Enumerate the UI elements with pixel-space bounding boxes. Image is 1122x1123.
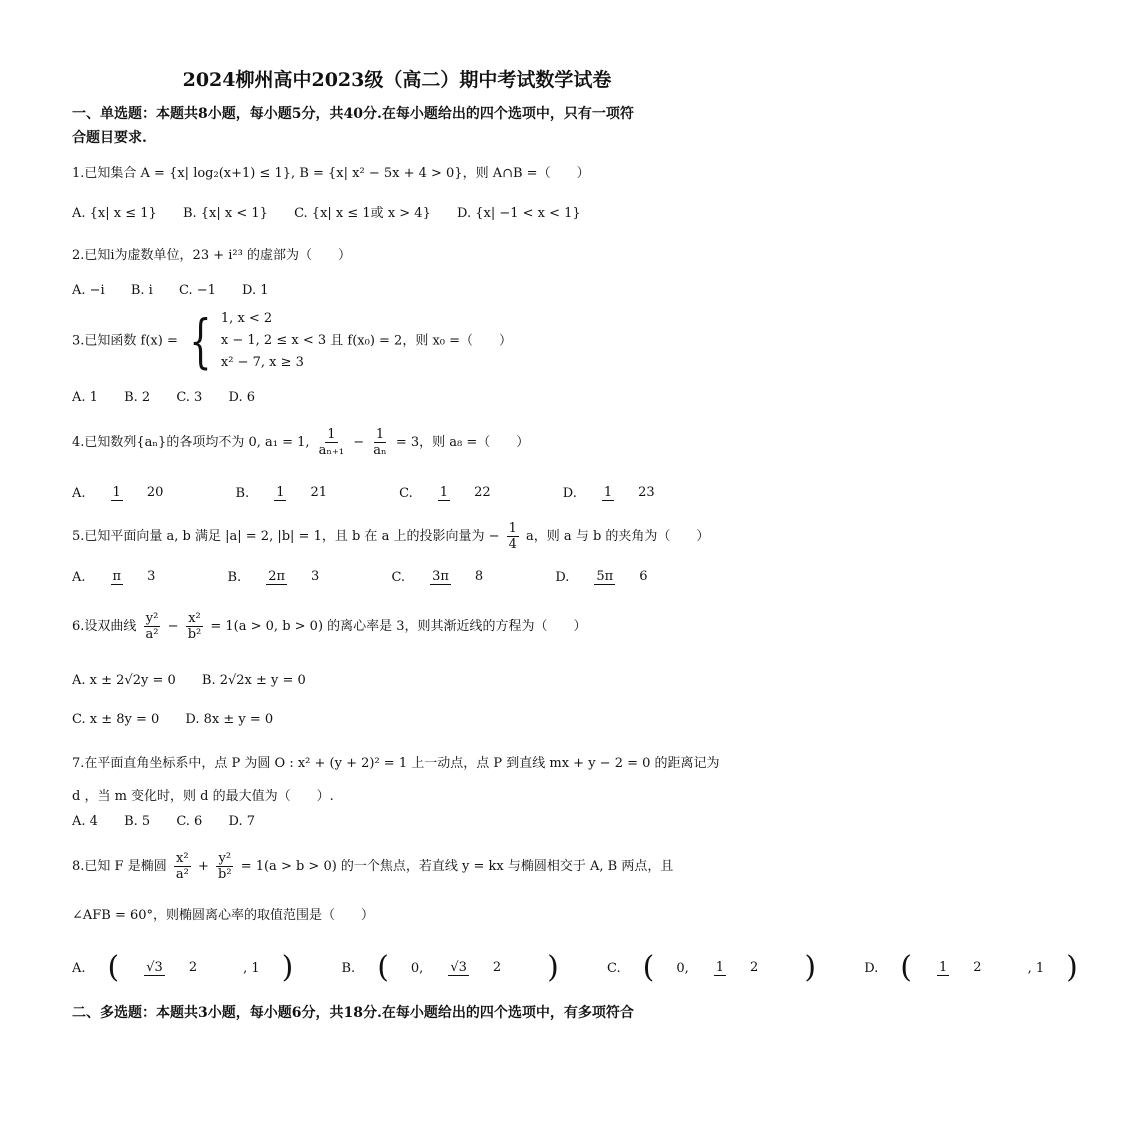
q2-option-a: A. −i xyxy=(72,283,105,298)
question-6-options-row-1 xyxy=(72,671,328,691)
q4-suffix: = 3，则 a₈ =（ ） xyxy=(395,435,530,450)
question-3-stem xyxy=(72,308,512,374)
question-8-options xyxy=(72,950,1122,987)
q5-option-c: C. 3π 8 xyxy=(391,569,484,585)
q3-option-b: B. 2 xyxy=(124,390,151,405)
q3-case-2: x − 1, 2 ≤ x < 3 xyxy=(220,333,327,348)
q5-suffix: a，则 a 与 b 的夹角为（ ） xyxy=(526,529,710,544)
q7-option-b: B. 5 xyxy=(124,814,151,829)
q4-option-d: D. 1 23 xyxy=(562,485,655,501)
q5-option-d: D. 5π 6 xyxy=(555,569,648,585)
q2-option-d: D. 1 xyxy=(242,283,269,298)
q6-prefix: 6.设双曲线 xyxy=(72,619,137,634)
q6-suffix: = 1(a > 0, b > 0) 的离心率是 3，则其渐近线的方程为（ ） xyxy=(210,619,587,634)
question-7-stem-cont: d ，当 m 变化时，则 d 的最大值为（ ）. xyxy=(72,789,334,804)
q5-option-b: B. 2π 3 xyxy=(227,569,320,585)
question-8-stem: 8.已知 F 是椭圆 $\frac{\text{x²}}{\text{a²}}$ + $\frac{\text{y²}}{\text{b²}}$ = 1(a > b > 0) 的一个焦点，若直线 y = kx 与椭圆相交于 A, B 两点，且 xyxy=(72,851,674,882)
q6-option-b: B. 2√2x ± y = 0 xyxy=(201,673,306,688)
section-1-heading-cont: 合题目要求. xyxy=(72,130,147,146)
q6-option-d: D. 8x ± y = 0 xyxy=(185,712,274,727)
q5-option-a: A. π 3 xyxy=(72,569,156,585)
q7-option-c: C. 6 xyxy=(176,814,203,829)
question-5-stem xyxy=(72,520,709,554)
q3-piecewise xyxy=(182,308,326,374)
question-7-options xyxy=(72,812,277,832)
q3-option-c: C. 3 xyxy=(176,390,203,405)
q8-suffix: = 1(a > b > 0) 的一个焦点，若直线 y = kx 与椭圆相交于 A, B 两点，且 xyxy=(240,859,674,874)
q1-option-b: B. {x| x < 1} xyxy=(182,206,268,221)
left-brace-icon: { xyxy=(189,307,212,375)
q7-option-d: D. 7 xyxy=(228,814,255,829)
q1-option-d: D. {x| −1 < x < 1} xyxy=(457,206,581,221)
q4-option-c: C. 1 22 xyxy=(399,485,491,501)
question-5-options xyxy=(72,560,716,595)
q8-prefix: 8.已知 F 是椭圆 xyxy=(72,859,167,874)
question-8-stem-cont: ∠AFB = 60°，则椭圆离心率的取值范围是（ ） xyxy=(72,908,375,923)
question-2-stem: 2.已知i为虚数单位，23 + i²³ 的虚部为（ ） xyxy=(72,248,351,263)
q8-option-a: A. ( √3 2 , 1 ) xyxy=(72,950,294,985)
q5-prefix: 5.已知平面向量 a, b 满足 |a| = 2, |b| = 1，且 b 在 a 上的投影向量为 − xyxy=(72,529,500,544)
q5-fraction: $\frac{1}{4}$ xyxy=(508,521,517,552)
q2-option-c: C. −1 xyxy=(178,283,216,298)
q1-option-c: C. {x| x ≤ 1或 x > 4} xyxy=(294,206,431,221)
q4-prefix: 4.已知数列{aₙ}的各项均不为 0, a₁ = 1, xyxy=(72,435,310,450)
page-title: 2024柳州高中2023级（高二）期中考试数学试卷 xyxy=(182,69,612,91)
question-3-options xyxy=(72,388,277,408)
q3-option-a: A. 1 xyxy=(72,390,98,405)
q8-fraction-2: $\frac{\text{y²}}{\text{b²}}$ xyxy=(218,851,232,882)
q2-option-b: B. i xyxy=(130,283,153,298)
q6-fraction-2: $\frac{\text{x²}}{\text{b²}}$ xyxy=(187,611,202,642)
question-2-options xyxy=(72,281,291,301)
question-4-options xyxy=(72,476,723,511)
q8-option-c: C. ( 0,1 2 ) xyxy=(607,950,817,985)
question-1-options xyxy=(72,204,603,224)
q3-suffix: 且 f(x₀) = 2，则 x₀ =（ ） xyxy=(330,333,513,349)
q3-option-d: D. 6 xyxy=(228,390,255,405)
q3-prefix: 3.已知函数 f(x) = xyxy=(72,333,178,349)
q4-option-b: B. 1 21 xyxy=(235,485,328,501)
question-6-stem: 6.设双曲线 $\frac{\text{y²}}{\text{a²}}$ − $\frac{\text{x²}}{\text{b²}}$ = 1(a > 0, b > 0) 的离心率是 3，则其渐近线的方程为（ ） xyxy=(72,611,587,642)
section-1-heading: 一、单选题：本题共8小题，每小题5分，共40分.在每小题给出的四个选项中，只有一项符 xyxy=(72,106,634,122)
q6-fraction-1: $\frac{\text{y²}}{\text{a²}}$ xyxy=(145,611,159,642)
section-2-heading: 二、多选题：本题共3小题，每小题6分，共18分.在每小题给出的四个选项中，有多项符合 xyxy=(72,1005,634,1021)
q8-option-d: D. ( 1 2 , 1 ) xyxy=(864,950,1078,985)
question-6-options-row-2 xyxy=(72,710,295,730)
q6-option-c: C. x ± 8y = 0 xyxy=(72,712,160,727)
q7-option-a: A. 4 xyxy=(72,814,98,829)
question-1-stem: 1.已知集合 A = {x| log₂(x+1) ≤ 1}, B = {x| x² − 5x + 4 > 0}，则 A∩B =（ ） xyxy=(72,166,590,181)
question-7-stem: 7.在平面直角坐标系中，点 P 为圆 O : x² + (y + 2)² = 1 上一动点，点 P 到直线 mx + y − 2 = 0 的距离记为 xyxy=(72,756,720,771)
question-4-stem: 4.已知数列{aₙ}的各项均不为 0, a₁ = 1, $\frac{1}{\text{aₙ₊₁}}$ − $\frac{1}{\text{aₙ}}$ = 3，则 a₈ =（ ） xyxy=(72,427,530,458)
q6-option-a: A. x ± 2√2y = 0 xyxy=(72,673,176,688)
q3-case-1: 1, x < 2 xyxy=(220,311,273,326)
q4-fraction-1: $\frac{1}{\text{aₙ₊₁}}$ xyxy=(318,427,345,458)
q8-option-b: B. ( 0,√3 2 ) xyxy=(341,950,559,985)
q3-case-3: x² − 7, x ≥ 3 xyxy=(220,355,304,370)
q4-fraction-2: $\frac{1}{\text{aₙ}}$ xyxy=(373,427,387,458)
q8-fraction-1: $\frac{\text{x²}}{\text{a²}}$ xyxy=(175,851,189,882)
q4-option-a: A. 1 20 xyxy=(72,485,164,501)
q1-option-a: A. {x| x ≤ 1} xyxy=(72,206,157,221)
